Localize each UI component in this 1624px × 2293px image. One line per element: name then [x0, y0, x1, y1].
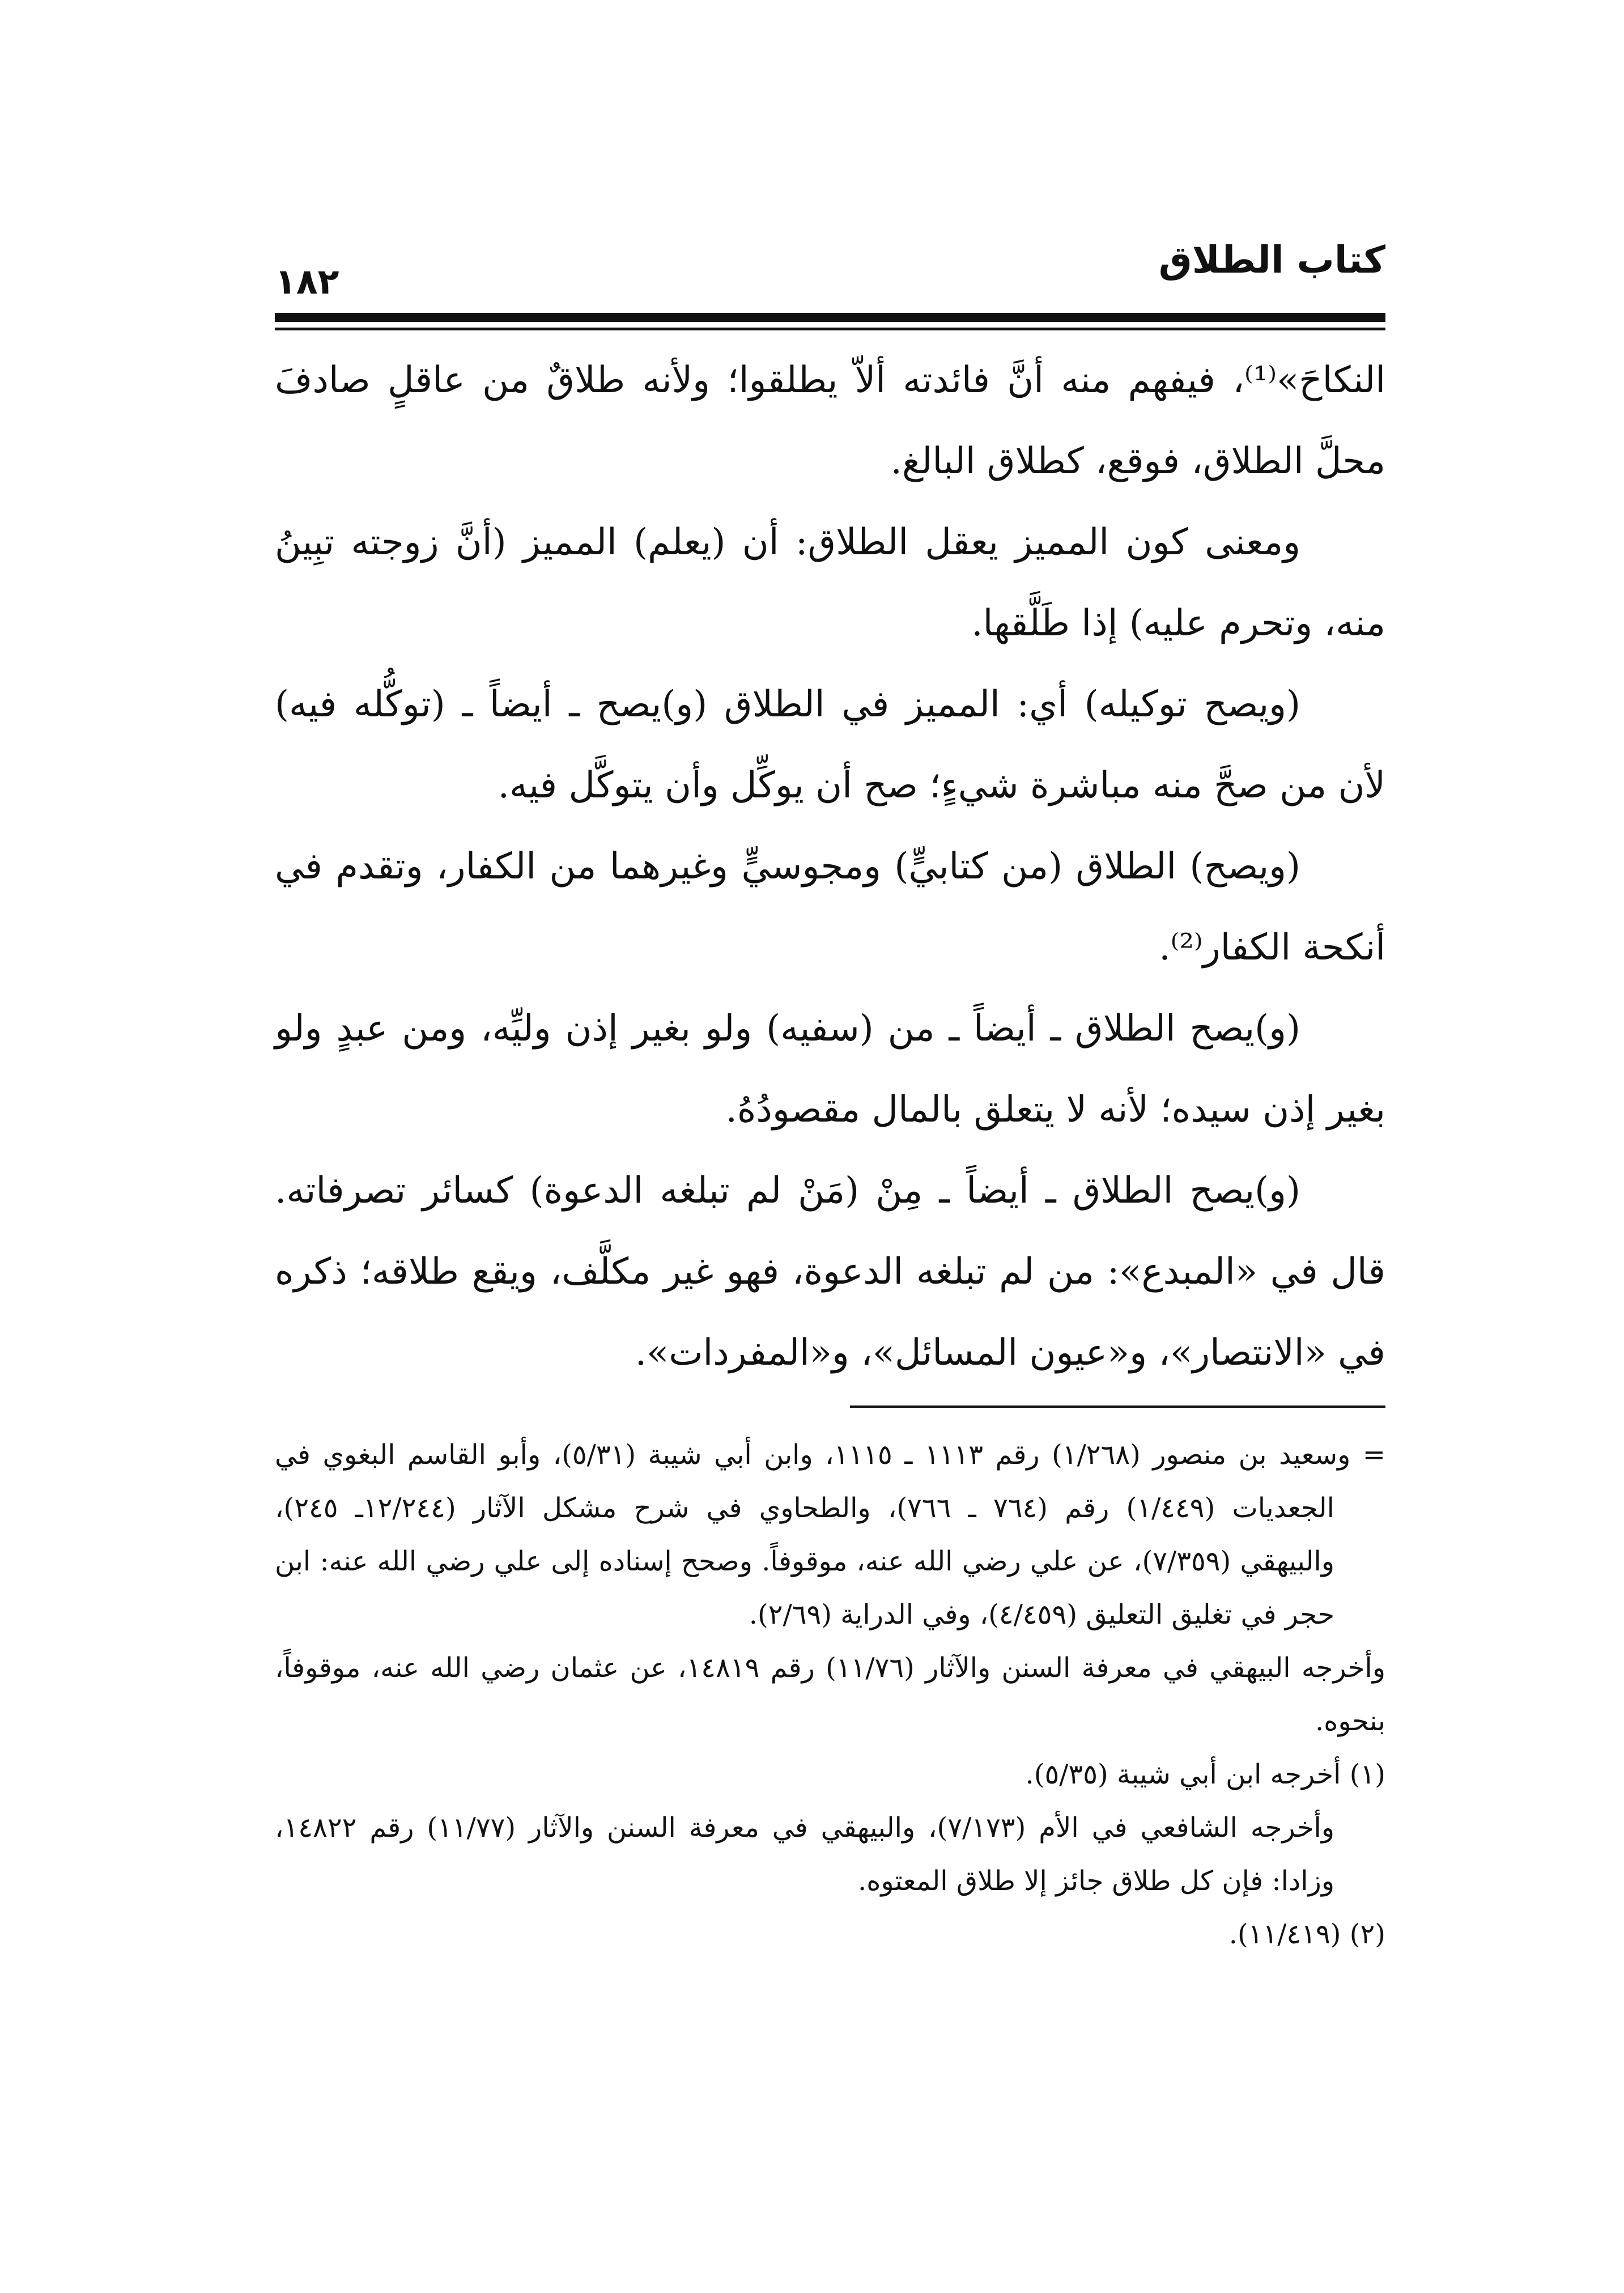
- running-title: كتاب الطلاق: [1158, 238, 1385, 282]
- footnote-continuation: = وسعيد بن منصور (١/٢٦٨) رقم ١١١٣ ـ ١١١٥، وابن أبي شيبة (٥/٣١)، وأبو القاسم البغوي في الجعديات (١/٤٤٩) رقم (٧٦٤ ـ ٧٦٦)، والطحاوي في شرح مشكل الآثار (١٢/٢٤٤ـ ٢٤٥)، والبيهقي (٧/٣٥٩)، عن علي رضي الله عنه، موقوفاً. وصحح إسناده إلى علي رضي الله عنه: ابن حجر في تغليق التعليق (٤/٤٥٩)، وفي الدراية (٢/٦٩).: [275, 1439, 1386, 1630]
- paragraph: ومعنى كون المميز يعقل الطلاق: أن (يعلم) المميز (أنَّ زوجته تبِينُ منه، وتحرم عليه) إذا طَلَّقها.: [275, 521, 1385, 644]
- footnote-1: (١) أخرجه ابن أبي شيبة (٥/٣٥).: [1025, 1759, 1385, 1790]
- paragraph: (ويصح توكيله) أي: المميز في الطلاق (و)يصح ـ أيضاً ـ (توكُّله فيه) لأن من صحَّ منه مباشرة شيءٍ؛ صح أن يوكِّل وأن يتوكَّل فيه.: [275, 683, 1385, 806]
- header-rule-thin: [275, 328, 1385, 330]
- page-number: ١٨٢: [275, 261, 339, 302]
- footnotes: [275, 1428, 1385, 1961]
- footnote-2: (٢) (١١/٤١٩).: [1228, 1918, 1385, 1950]
- paragraph: (و)يصح الطلاق ـ أيضاً ـ من (سفيه) ولو بغير إذن وليِّه، ومن عبدٍ ولو بغير إذن سيده؛ لأنه لا يتعلق بالمال مقصودُهُ.: [275, 1008, 1385, 1131]
- page-header: [275, 238, 1385, 351]
- paragraph: (ويصح) الطلاق (من كتابيٍّ) ومجوسيٍّ وغيرهما من الكفار، وتقدم في أنكحة الكفار⁽²⁾.: [275, 846, 1385, 969]
- main-text: [275, 340, 1385, 1394]
- footnote-separator: [850, 1405, 1385, 1408]
- footnote-continuation: وأخرجه البيهقي في معرفة السنن والآثار (١١/٧٦) رقم ١٤٨١٩، عن عثمان رضي الله عنه، موقوفاً، بنحوه.: [275, 1652, 1385, 1737]
- paragraph: النكاحَ»⁽¹⁾، فيفهم منه أنَّ فائدته ألاّ يطلقوا؛ ولأنه طلاقٌ من عاقلٍ صادفَ محلَّ الطلاق، فوقع، كطلاق البالغ.: [275, 359, 1385, 482]
- footnote-1-continuation: وأخرجه الشافعي في الأم (٧/١٧٣)، والبيهقي في معرفة السنن والآثار (١١/٧٧) رقم ١٤٨٢٢، وزادا: فإن كل طلاق جائز إلا طلاق المعتوه.: [275, 1812, 1335, 1897]
- header-rule-thick: [275, 313, 1385, 322]
- paragraph: (و)يصح الطلاق ـ أيضاً ـ مِنْ (مَنْ لم تبلغه الدعوة) كسائر تصرفاته. قال في «المبدع»: من لم تبلغه الدعوة، فهو غير مكلَّف، ويقع طلاقه؛ ذكره في «الانتصار»، و«عيون المسائل»، و«المفردات».: [275, 1170, 1385, 1374]
